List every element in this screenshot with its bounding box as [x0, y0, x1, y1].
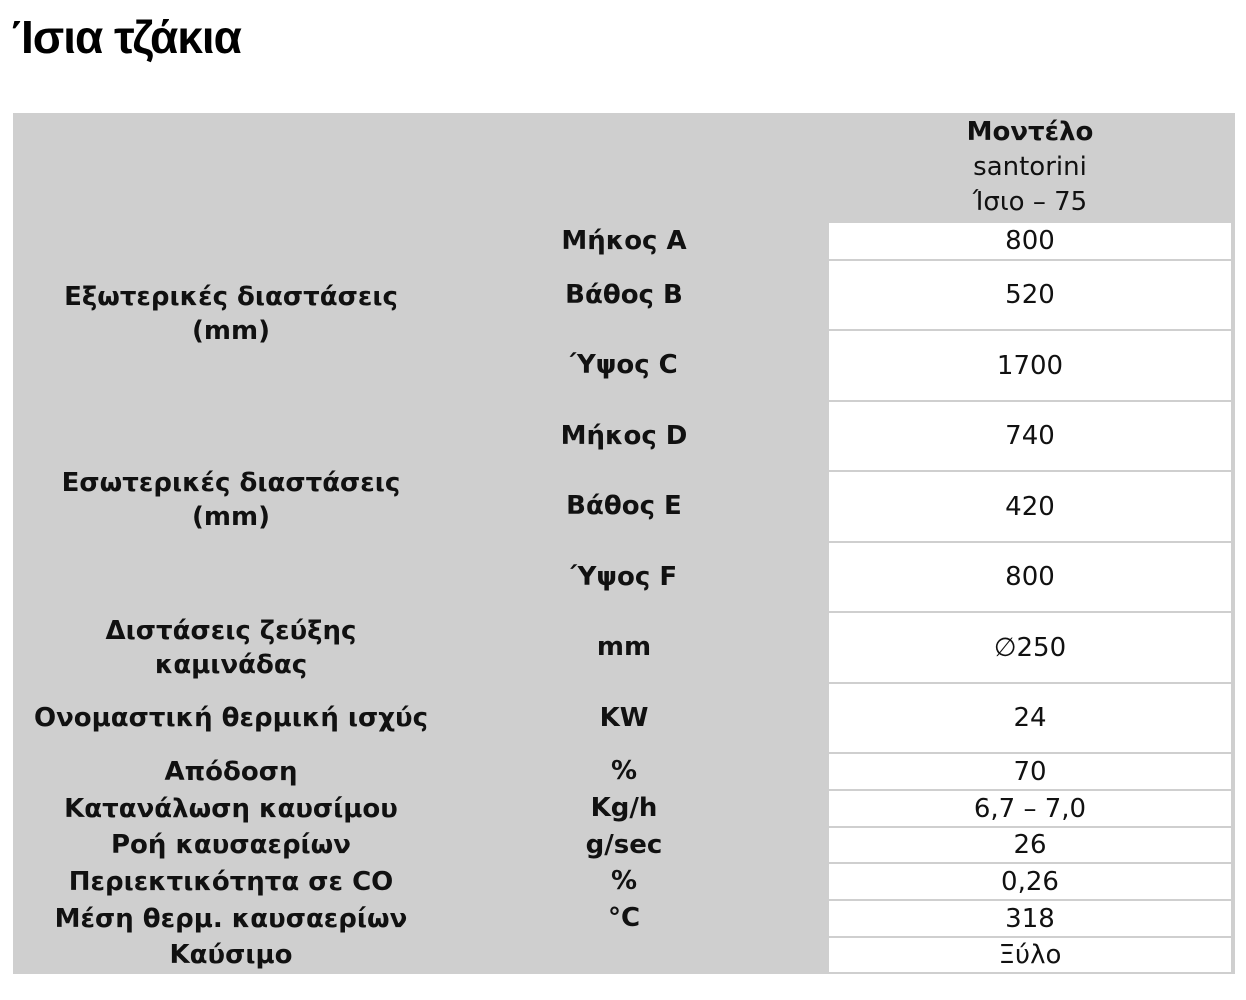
unit-cell: % [610, 866, 638, 896]
value-cell: 520 [829, 261, 1231, 329]
unit-cell: Ύψος F [570, 561, 678, 592]
value-cell: 420 [829, 472, 1231, 541]
param-cell: Απόδοση [164, 756, 298, 787]
unit-cell: KW [599, 702, 649, 733]
unit-cell: mm [596, 632, 652, 662]
param-cell: Καύσιμο [169, 940, 293, 970]
unit-cell: Ύψος C [570, 350, 678, 380]
param-cell: Περιεκτικότητα σε CO [68, 866, 394, 897]
param-cell: Μέση θερμ. καυσαερίων [54, 903, 408, 934]
value-cell: 0,26 [829, 864, 1231, 899]
value-cell: 6,7 – 7,0 [829, 791, 1231, 826]
specs-table [13, 113, 1235, 974]
value-cell: 1700 [829, 331, 1231, 400]
param-cell: Διστάσεις ζεύξης καμινάδας [105, 615, 357, 680]
unit-cell: Βάθος B [565, 279, 683, 310]
unit-cell: Μήκος A [561, 225, 687, 256]
model-name: santorini [973, 152, 1087, 182]
unit-cell: % [610, 756, 638, 786]
value-cell: 800 [829, 543, 1231, 611]
internal-dimensions-label: Εσωτερικές διαστάσεις (mm) [61, 468, 401, 532]
external-dimensions-label: Εξωτερικές διαστάσεις (mm) [64, 282, 398, 346]
value-cell: 740 [829, 402, 1231, 470]
model-variant: Ίσιο – 75 [972, 187, 1088, 217]
param-cell: Ονομαστική θερμική ισχύς [33, 703, 429, 733]
value-cell: Ξύλο [829, 938, 1231, 972]
unit-cell: g/sec [585, 829, 663, 860]
model-header-label: Μοντέλο [966, 117, 1094, 147]
param-cell: Κατανάλωση καυσίμου [64, 793, 398, 824]
value-cell: 70 [829, 754, 1231, 789]
value-cell: ∅250 [829, 613, 1231, 682]
value-cell: 800 [829, 223, 1231, 259]
unit-cell: °C [607, 903, 641, 933]
value-cell: 26 [829, 828, 1231, 862]
page-title: Ίσια τζάκια [12, 11, 241, 63]
unit-cell: Μήκος D [560, 420, 688, 451]
value-cell: 24 [829, 684, 1231, 752]
value-cell: 318 [829, 901, 1231, 936]
unit-cell: Βάθος E [566, 491, 682, 521]
param-cell: Ροή καυσαερίων [110, 830, 351, 860]
model-header [829, 113, 1231, 222]
unit-cell: Kg/h [590, 793, 658, 823]
